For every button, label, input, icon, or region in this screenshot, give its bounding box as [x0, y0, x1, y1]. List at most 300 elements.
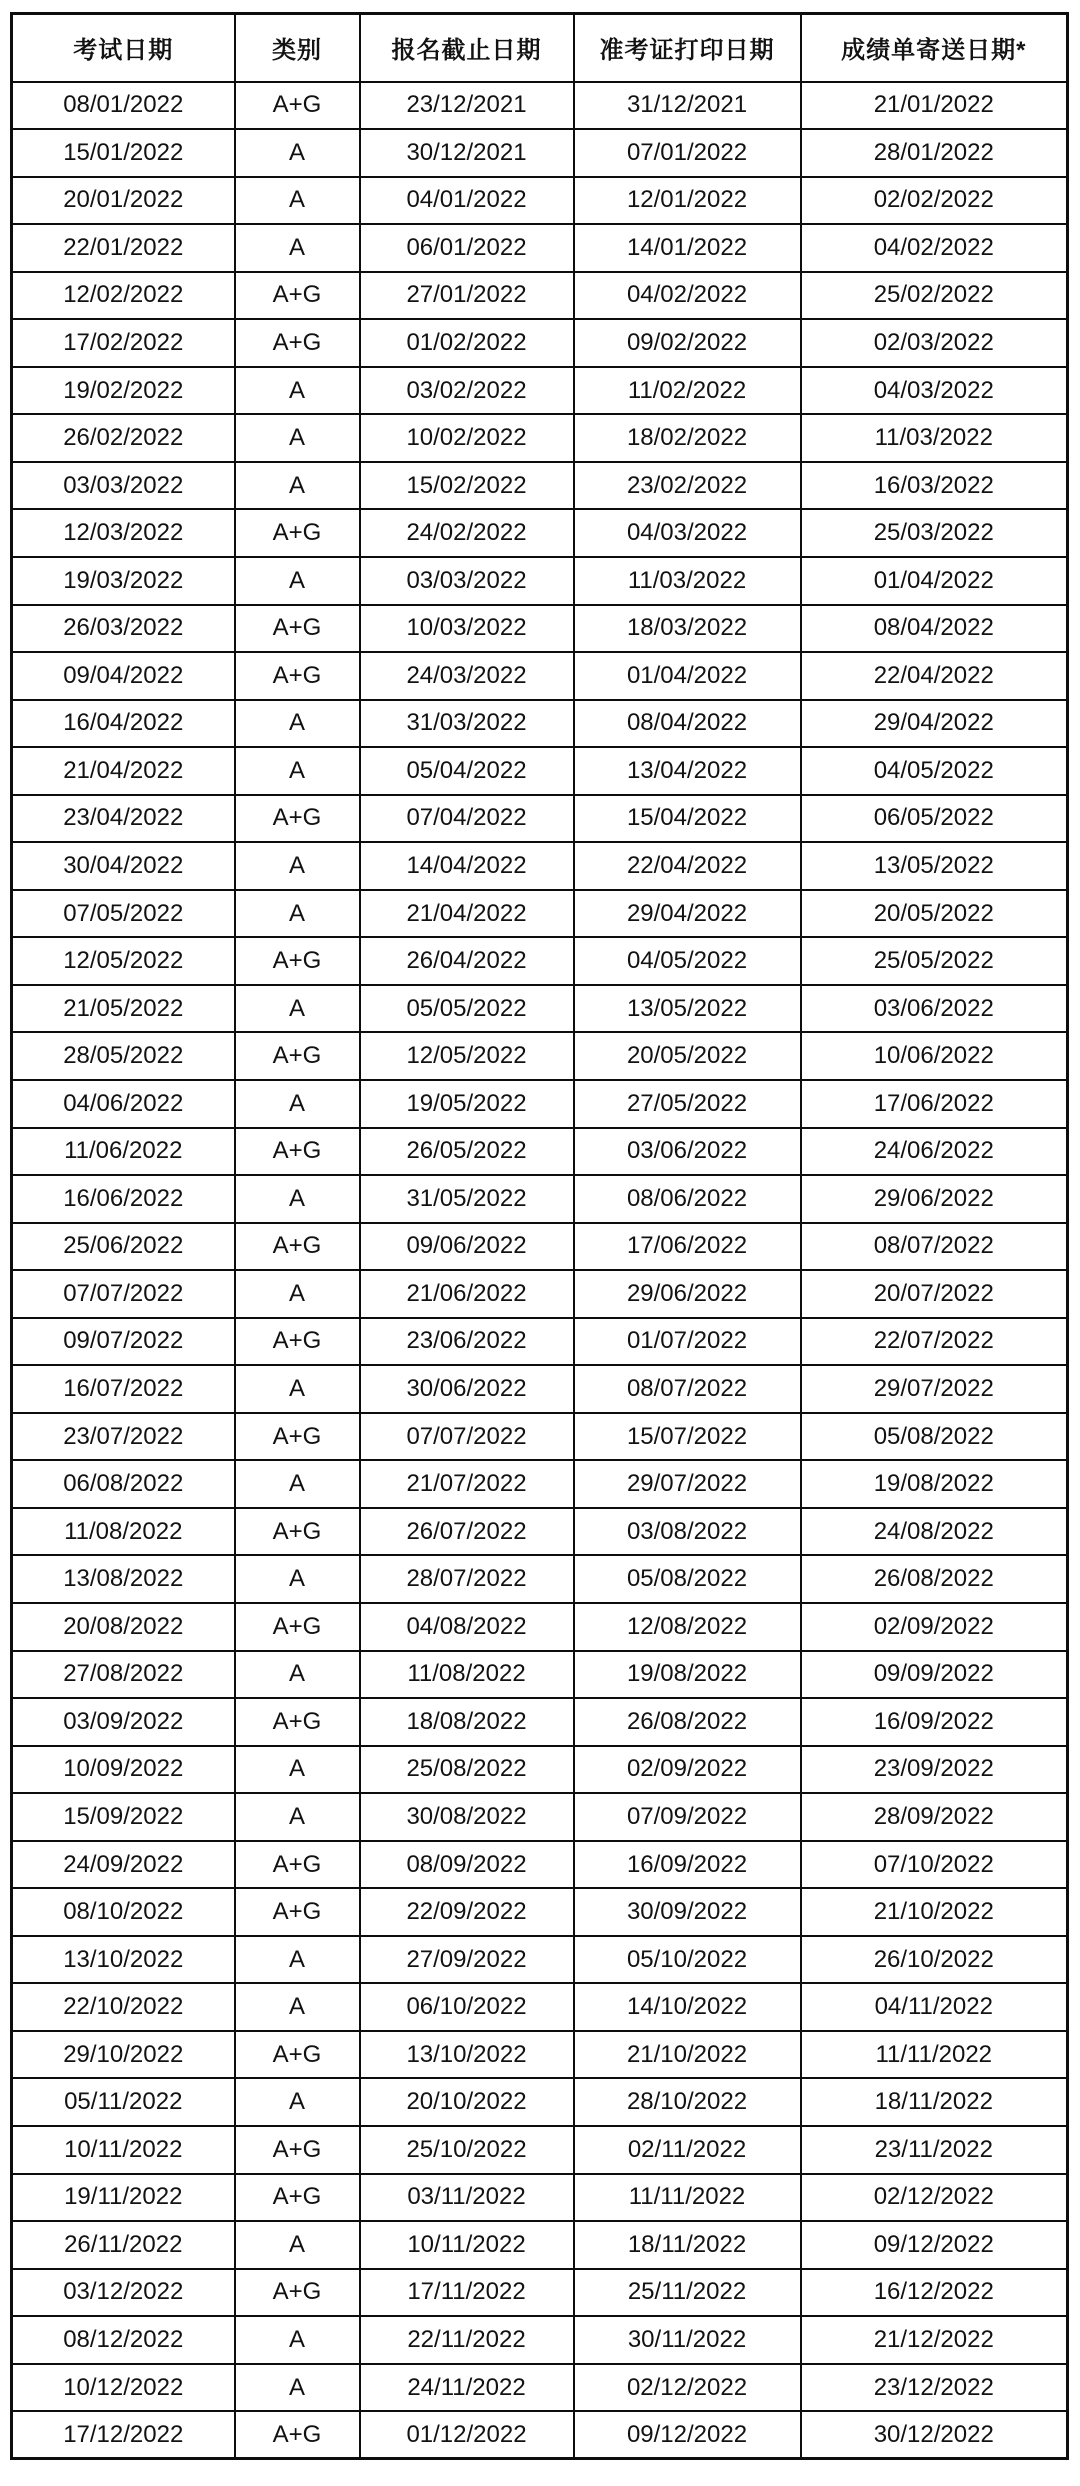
cell: 30/04/2022 [12, 842, 235, 890]
table-row [12, 1936, 1068, 1984]
cell: A [235, 890, 360, 938]
cell: 16/04/2022 [12, 700, 235, 748]
table-row [12, 985, 1068, 1033]
cell: 03/09/2022 [12, 1698, 235, 1746]
cell: A+G [235, 1698, 360, 1746]
cell: A+G [235, 1128, 360, 1176]
cell: 13/08/2022 [12, 1555, 235, 1603]
cell: 22/04/2022 [801, 652, 1068, 700]
cell: A [235, 1983, 360, 2031]
cell: 21/01/2022 [801, 82, 1068, 130]
cell: A+G [235, 2269, 360, 2317]
table-row [12, 1508, 1068, 1556]
cell: 07/01/2022 [574, 129, 801, 177]
cell: 14/01/2022 [574, 224, 801, 272]
cell: 25/11/2022 [574, 2269, 801, 2317]
table-row [12, 414, 1068, 462]
cell: 12/03/2022 [12, 509, 235, 557]
cell: 07/04/2022 [360, 795, 574, 843]
cell: 11/11/2022 [801, 2031, 1068, 2079]
cell: 06/10/2022 [360, 1983, 574, 2031]
cell: 09/02/2022 [574, 319, 801, 367]
cell: 04/06/2022 [12, 1080, 235, 1128]
cell: 08/04/2022 [574, 700, 801, 748]
cell: 21/04/2022 [12, 747, 235, 795]
cell: 08/09/2022 [360, 1841, 574, 1889]
table-row [12, 1555, 1068, 1603]
table-row [12, 795, 1068, 843]
cell: 08/10/2022 [12, 1888, 235, 1936]
cell: 19/11/2022 [12, 2174, 235, 2222]
cell: 26/08/2022 [574, 1698, 801, 1746]
cell: 23/12/2022 [801, 2364, 1068, 2412]
cell: 02/09/2022 [574, 1746, 801, 1794]
cell: 22/01/2022 [12, 224, 235, 272]
cell: 19/03/2022 [12, 557, 235, 605]
cell: 07/09/2022 [574, 1793, 801, 1841]
table-row [12, 1888, 1068, 1936]
cell: 03/12/2022 [12, 2269, 235, 2317]
cell: 26/11/2022 [12, 2221, 235, 2269]
cell: 17/06/2022 [801, 1080, 1068, 1128]
cell: 16/06/2022 [12, 1175, 235, 1223]
cell: 29/07/2022 [801, 1365, 1068, 1413]
cell: A+G [235, 937, 360, 985]
table-row [12, 1365, 1068, 1413]
cell: A [235, 1270, 360, 1318]
table-row [12, 2269, 1068, 2317]
cell: 23/02/2022 [574, 462, 801, 510]
table-row [12, 1793, 1068, 1841]
cell: 02/11/2022 [574, 2126, 801, 2174]
cell: A+G [235, 1888, 360, 1936]
cell: 20/07/2022 [801, 1270, 1068, 1318]
column-header-admission-ticket-print-date: 准考证打印日期 [574, 14, 801, 82]
cell: A [235, 1555, 360, 1603]
cell: 12/01/2022 [574, 177, 801, 225]
cell: 21/06/2022 [360, 1270, 574, 1318]
table-row [12, 1413, 1068, 1461]
cell: 01/02/2022 [360, 319, 574, 367]
table-row [12, 2316, 1068, 2364]
table-row [12, 82, 1068, 130]
table-row [12, 319, 1068, 367]
cell: 06/08/2022 [12, 1460, 235, 1508]
cell: 11/02/2022 [574, 367, 801, 415]
cell: 01/12/2022 [360, 2411, 574, 2459]
cell: 05/11/2022 [12, 2078, 235, 2126]
table-row [12, 1698, 1068, 1746]
cell: 05/08/2022 [801, 1413, 1068, 1461]
cell: 28/07/2022 [360, 1555, 574, 1603]
cell: 08/04/2022 [801, 605, 1068, 653]
cell: 03/11/2022 [360, 2174, 574, 2222]
cell: 24/06/2022 [801, 1128, 1068, 1176]
cell: 30/11/2022 [574, 2316, 801, 2364]
cell: 27/08/2022 [12, 1651, 235, 1699]
cell: 08/07/2022 [574, 1365, 801, 1413]
table-row [12, 652, 1068, 700]
cell: 24/11/2022 [360, 2364, 574, 2412]
cell: 19/08/2022 [801, 1460, 1068, 1508]
table-row [12, 1270, 1068, 1318]
cell: A [235, 177, 360, 225]
cell: 01/07/2022 [574, 1318, 801, 1366]
table-row [12, 1651, 1068, 1699]
cell: 13/04/2022 [574, 747, 801, 795]
cell: 22/07/2022 [801, 1318, 1068, 1366]
cell: A+G [235, 2031, 360, 2079]
cell: 11/03/2022 [801, 414, 1068, 462]
cell: 15/07/2022 [574, 1413, 801, 1461]
cell: 05/08/2022 [574, 1555, 801, 1603]
cell: 23/06/2022 [360, 1318, 574, 1366]
cell: 02/12/2022 [574, 2364, 801, 2412]
cell: 17/12/2022 [12, 2411, 235, 2459]
cell: 12/05/2022 [12, 937, 235, 985]
table-row [12, 2411, 1068, 2459]
cell: 08/01/2022 [12, 82, 235, 130]
cell: 06/05/2022 [801, 795, 1068, 843]
column-header-exam-date: 考试日期 [12, 14, 235, 82]
cell: 29/04/2022 [801, 700, 1068, 748]
table-row [12, 462, 1068, 510]
column-header-registration-deadline: 报名截止日期 [360, 14, 574, 82]
cell: 29/06/2022 [574, 1270, 801, 1318]
cell: A+G [235, 1841, 360, 1889]
table-row [12, 2364, 1068, 2412]
table-row [12, 1983, 1068, 2031]
table-row [12, 1318, 1068, 1366]
column-header-category: 类别 [235, 14, 360, 82]
cell: 13/05/2022 [574, 985, 801, 1033]
cell: 07/07/2022 [12, 1270, 235, 1318]
cell: 10/11/2022 [12, 2126, 235, 2174]
cell: A [235, 129, 360, 177]
cell: 12/02/2022 [12, 272, 235, 320]
cell: 04/05/2022 [801, 747, 1068, 795]
cell: A+G [235, 272, 360, 320]
cell: 15/01/2022 [12, 129, 235, 177]
cell: 30/12/2021 [360, 129, 574, 177]
cell: 26/10/2022 [801, 1936, 1068, 1984]
cell: A [235, 414, 360, 462]
table-row [12, 1032, 1068, 1080]
cell: 04/11/2022 [801, 1983, 1068, 2031]
table-row [12, 2078, 1068, 2126]
cell: 07/05/2022 [12, 890, 235, 938]
cell: 20/08/2022 [12, 1603, 235, 1651]
cell: 19/02/2022 [12, 367, 235, 415]
cell: 05/10/2022 [574, 1936, 801, 1984]
cell: 10/12/2022 [12, 2364, 235, 2412]
cell: 10/09/2022 [12, 1746, 235, 1794]
table-row [12, 1175, 1068, 1223]
cell: A+G [235, 509, 360, 557]
cell: 27/01/2022 [360, 272, 574, 320]
cell: 03/08/2022 [574, 1508, 801, 1556]
table-row [12, 1460, 1068, 1508]
cell: 10/02/2022 [360, 414, 574, 462]
cell: 03/03/2022 [12, 462, 235, 510]
cell: 15/02/2022 [360, 462, 574, 510]
cell: A [235, 557, 360, 605]
cell: 31/12/2021 [574, 82, 801, 130]
cell: 10/06/2022 [801, 1032, 1068, 1080]
cell: A [235, 1365, 360, 1413]
cell: 02/12/2022 [801, 2174, 1068, 2222]
cell: A [235, 1080, 360, 1128]
cell: 21/05/2022 [12, 985, 235, 1033]
cell: 04/03/2022 [574, 509, 801, 557]
table-row [12, 747, 1068, 795]
cell: 10/03/2022 [360, 605, 574, 653]
cell: 15/09/2022 [12, 1793, 235, 1841]
cell: 09/09/2022 [801, 1651, 1068, 1699]
cell: A+G [235, 652, 360, 700]
header-row [12, 14, 1068, 82]
table-row [12, 2221, 1068, 2269]
cell: 26/02/2022 [12, 414, 235, 462]
cell: A+G [235, 82, 360, 130]
cell: 09/04/2022 [12, 652, 235, 700]
cell: 25/08/2022 [360, 1746, 574, 1794]
cell: A [235, 462, 360, 510]
cell: 28/09/2022 [801, 1793, 1068, 1841]
cell: 10/11/2022 [360, 2221, 574, 2269]
cell: 20/01/2022 [12, 177, 235, 225]
table-row [12, 700, 1068, 748]
cell: 11/08/2022 [360, 1651, 574, 1699]
table-row [12, 2031, 1068, 2079]
cell: 05/04/2022 [360, 747, 574, 795]
cell: 29/06/2022 [801, 1175, 1068, 1223]
cell: 23/12/2021 [360, 82, 574, 130]
cell: 21/10/2022 [574, 2031, 801, 2079]
cell: 26/05/2022 [360, 1128, 574, 1176]
cell: 08/12/2022 [12, 2316, 235, 2364]
cell: A+G [235, 795, 360, 843]
cell: A [235, 985, 360, 1033]
cell: 11/06/2022 [12, 1128, 235, 1176]
cell: A [235, 700, 360, 748]
cell: 16/07/2022 [12, 1365, 235, 1413]
cell: 26/03/2022 [12, 605, 235, 653]
cell: 01/04/2022 [801, 557, 1068, 605]
cell: A+G [235, 1032, 360, 1080]
cell: 04/08/2022 [360, 1603, 574, 1651]
cell: 30/08/2022 [360, 1793, 574, 1841]
cell: 04/03/2022 [801, 367, 1068, 415]
table-row [12, 937, 1068, 985]
table-row [12, 842, 1068, 890]
cell: 29/07/2022 [574, 1460, 801, 1508]
cell: A+G [235, 2411, 360, 2459]
table-row [12, 224, 1068, 272]
cell: 12/08/2022 [574, 1603, 801, 1651]
table-row [12, 1841, 1068, 1889]
table-body [12, 82, 1068, 2459]
cell: 02/02/2022 [801, 177, 1068, 225]
table-row [12, 605, 1068, 653]
cell: 22/11/2022 [360, 2316, 574, 2364]
cell: 06/01/2022 [360, 224, 574, 272]
cell: 23/07/2022 [12, 1413, 235, 1461]
cell: A+G [235, 1508, 360, 1556]
cell: 27/09/2022 [360, 1936, 574, 1984]
cell: 31/05/2022 [360, 1175, 574, 1223]
cell: A+G [235, 1223, 360, 1271]
cell: A [235, 1651, 360, 1699]
cell: 08/07/2022 [801, 1223, 1068, 1271]
cell: 22/10/2022 [12, 1983, 235, 2031]
cell: 24/02/2022 [360, 509, 574, 557]
cell: A [235, 2364, 360, 2412]
cell: 30/06/2022 [360, 1365, 574, 1413]
table-row [12, 509, 1068, 557]
table-row [12, 129, 1068, 177]
cell: 03/06/2022 [574, 1128, 801, 1176]
cell: 16/12/2022 [801, 2269, 1068, 2317]
cell: 22/09/2022 [360, 1888, 574, 1936]
table-row [12, 1746, 1068, 1794]
cell: 05/05/2022 [360, 985, 574, 1033]
cell: A+G [235, 1603, 360, 1651]
exam-schedule-table [10, 12, 1069, 2460]
cell: 11/11/2022 [574, 2174, 801, 2222]
cell: A+G [235, 2126, 360, 2174]
cell: A [235, 2316, 360, 2364]
cell: A [235, 2078, 360, 2126]
cell: 20/05/2022 [801, 890, 1068, 938]
cell: A [235, 224, 360, 272]
cell: 24/08/2022 [801, 1508, 1068, 1556]
cell: 02/09/2022 [801, 1603, 1068, 1651]
cell: 20/05/2022 [574, 1032, 801, 1080]
cell: 19/05/2022 [360, 1080, 574, 1128]
cell: 18/08/2022 [360, 1698, 574, 1746]
cell: 04/02/2022 [801, 224, 1068, 272]
cell: A+G [235, 1318, 360, 1366]
cell: 07/10/2022 [801, 1841, 1068, 1889]
cell: 11/08/2022 [12, 1508, 235, 1556]
cell: A+G [235, 319, 360, 367]
cell: 03/02/2022 [360, 367, 574, 415]
cell: 30/09/2022 [574, 1888, 801, 1936]
cell: A+G [235, 1413, 360, 1461]
cell: 25/06/2022 [12, 1223, 235, 1271]
cell: 16/03/2022 [801, 462, 1068, 510]
cell: 16/09/2022 [574, 1841, 801, 1889]
cell: 27/05/2022 [574, 1080, 801, 1128]
cell: 30/12/2022 [801, 2411, 1068, 2459]
table-row [12, 1128, 1068, 1176]
cell: 23/11/2022 [801, 2126, 1068, 2174]
cell: 17/02/2022 [12, 319, 235, 367]
cell: 15/04/2022 [574, 795, 801, 843]
table-header [12, 14, 1068, 82]
cell: 14/04/2022 [360, 842, 574, 890]
cell: 17/11/2022 [360, 2269, 574, 2317]
cell: A+G [235, 605, 360, 653]
cell: 31/03/2022 [360, 700, 574, 748]
cell: 03/03/2022 [360, 557, 574, 605]
cell: 26/04/2022 [360, 937, 574, 985]
cell: 23/04/2022 [12, 795, 235, 843]
cell: A [235, 1175, 360, 1223]
cell: 28/05/2022 [12, 1032, 235, 1080]
cell: 13/10/2022 [360, 2031, 574, 2079]
cell: 04/05/2022 [574, 937, 801, 985]
cell: 22/04/2022 [574, 842, 801, 890]
column-header-score-report-mailing-date: 成绩单寄送日期* [801, 14, 1068, 82]
table-row [12, 890, 1068, 938]
cell: 25/05/2022 [801, 937, 1068, 985]
table-row [12, 557, 1068, 605]
table-row [12, 177, 1068, 225]
cell: A [235, 747, 360, 795]
cell: 09/12/2022 [574, 2411, 801, 2459]
cell: 18/02/2022 [574, 414, 801, 462]
cell: 19/08/2022 [574, 1651, 801, 1699]
cell: 18/03/2022 [574, 605, 801, 653]
cell: A+G [235, 2174, 360, 2222]
cell: 29/04/2022 [574, 890, 801, 938]
cell: 28/10/2022 [574, 2078, 801, 2126]
cell: 04/01/2022 [360, 177, 574, 225]
cell: 09/06/2022 [360, 1223, 574, 1271]
cell: 07/07/2022 [360, 1413, 574, 1461]
cell: 20/10/2022 [360, 2078, 574, 2126]
table-row [12, 2126, 1068, 2174]
cell: A [235, 1746, 360, 1794]
cell: 02/03/2022 [801, 319, 1068, 367]
cell: 26/08/2022 [801, 1555, 1068, 1603]
cell: 21/07/2022 [360, 1460, 574, 1508]
cell: 09/12/2022 [801, 2221, 1068, 2269]
cell: 25/03/2022 [801, 509, 1068, 557]
cell: 18/11/2022 [801, 2078, 1068, 2126]
cell: 24/03/2022 [360, 652, 574, 700]
cell: 14/10/2022 [574, 1983, 801, 2031]
cell: 09/07/2022 [12, 1318, 235, 1366]
cell: 16/09/2022 [801, 1698, 1068, 1746]
cell: A [235, 1793, 360, 1841]
table-row [12, 1603, 1068, 1651]
table-row [12, 2174, 1068, 2222]
cell: 18/11/2022 [574, 2221, 801, 2269]
cell: 29/10/2022 [12, 2031, 235, 2079]
cell: 25/02/2022 [801, 272, 1068, 320]
cell: 21/10/2022 [801, 1888, 1068, 1936]
cell: A [235, 2221, 360, 2269]
cell: A [235, 1460, 360, 1508]
cell: A [235, 367, 360, 415]
cell: 23/09/2022 [801, 1746, 1068, 1794]
table-row [12, 1080, 1068, 1128]
cell: 12/05/2022 [360, 1032, 574, 1080]
cell: 13/10/2022 [12, 1936, 235, 1984]
cell: A [235, 842, 360, 890]
cell: 04/02/2022 [574, 272, 801, 320]
cell: 21/04/2022 [360, 890, 574, 938]
cell: 26/07/2022 [360, 1508, 574, 1556]
cell: 25/10/2022 [360, 2126, 574, 2174]
cell: 13/05/2022 [801, 842, 1068, 890]
table-row [12, 367, 1068, 415]
cell: 24/09/2022 [12, 1841, 235, 1889]
cell: 17/06/2022 [574, 1223, 801, 1271]
